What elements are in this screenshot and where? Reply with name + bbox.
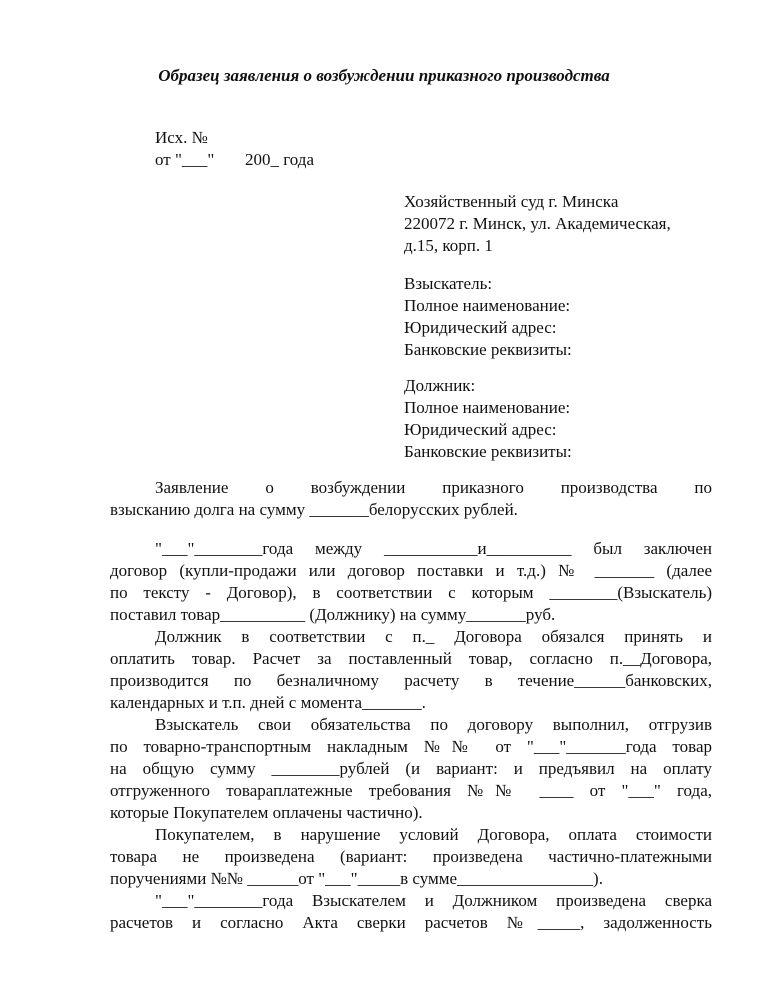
outgoing-date-year: 200_ года [245,150,315,169]
claimant-address: Юридический адрес: [404,318,557,337]
outgoing-number: Исх. № [155,128,208,147]
body-line: оплатить товар. Расчет за поставленный товар, согласно п.__Договора, [110,649,712,668]
body-line: производится по безналичному расчету в течение______банковских, [110,671,712,690]
body-line: Должник в соответствии с п._ Договора обязался принять и [155,627,712,646]
body-line: по тексту - Договор), в соответствии с которым ________(Взыскатель) [110,583,712,602]
body-line: товара не произведена (вариант: произведена частично-платежными [110,847,712,866]
body-line: по товарно-транспортным накладным №№ от "___"_______года товар [110,737,712,756]
claimant-name: Полное наименование: [404,296,571,315]
addressee-building: д.15, корп. 1 [404,236,493,255]
body-line: Взыскатель свои обязательства по договору выполнил, отгрузив [155,715,712,734]
debtor-name: Полное наименование: [404,398,571,417]
body-line: календарных и т.п. дней с момента_______. [110,693,426,712]
body-line: поставил товар__________ (Должнику) на сумму_______руб. [110,605,556,624]
document-title: Образец заявления о возбуждении приказного производства [158,66,610,85]
debtor-address: Юридический адрес: [404,420,557,439]
body-line: на общую сумму ________рублей (и вариант: и предъявил на оплату [110,759,712,778]
body-line: отгруженного товараплатежные требования №№ ____ от "___" года, [110,781,712,800]
addressee-court: Хозяйственный суд г. Минска [404,192,619,211]
application-heading-line: Заявление о возбуждении приказного производства по [155,478,712,497]
claimant-bank: Банковские реквизиты: [404,340,572,359]
debtor-heading: Должник: [404,376,476,395]
body-line: которые Покупателем оплачены частично). [110,803,423,822]
body-line: "___"________года между ___________и__________ был заключен [155,539,712,558]
outgoing-date-day: от "___" [155,150,215,169]
body-line: договор (купли-продажи или договор поставки и т.д.) № _______ (далее [110,561,712,580]
body-line: расчетов и согласно Акта сверки расчетов №_____, задолженность [110,913,712,932]
addressee-street: 220072 г. Минск, ул. Академическая, [404,214,671,233]
body-line: Покупателем, в нарушение условий Договора, оплата стоимости [155,825,712,844]
body-line: поручениями №№ ______от "___"_____в сумме________________). [110,869,603,888]
debtor-bank: Банковские реквизиты: [404,442,572,461]
claimant-heading: Взыскатель: [404,274,493,293]
body-line: "___"________года Взыскателем и Должником произведена сверка [155,891,712,910]
application-heading-line: взысканию долга на сумму _______белорусских рублей. [110,500,518,519]
